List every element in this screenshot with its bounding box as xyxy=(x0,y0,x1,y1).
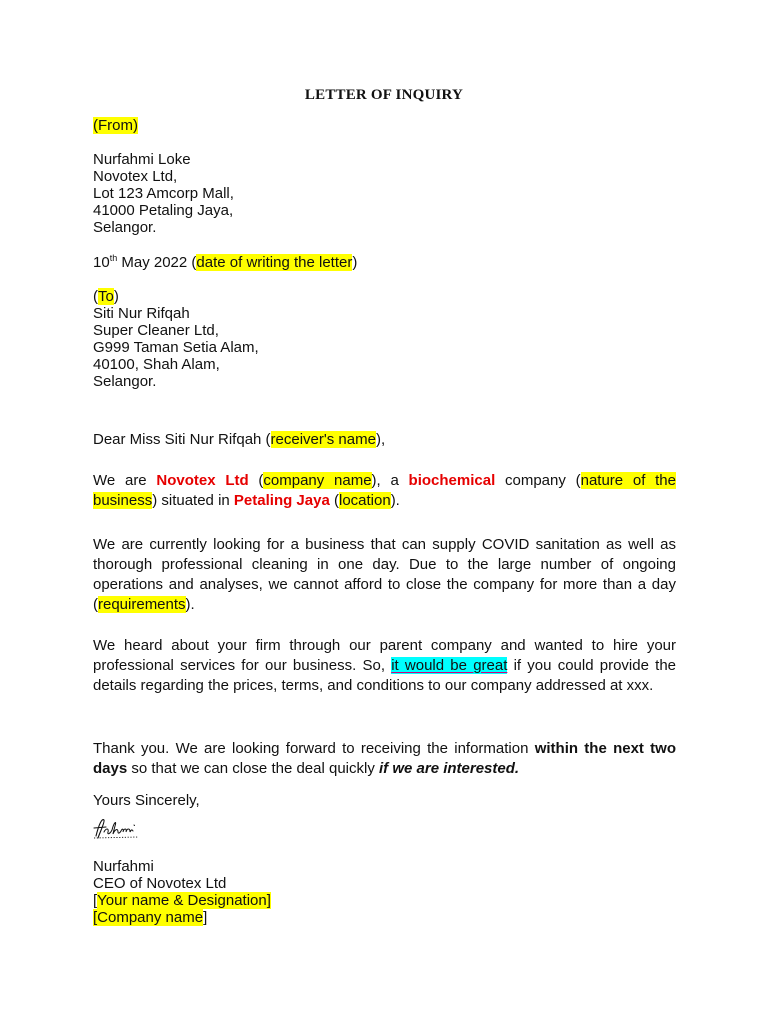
nature-label: nature of the business xyxy=(93,472,676,509)
closing-paragraph: Thank you. We are looking forward to receiving the information within the next two days so that we can close the deal quickly if we are interested. xyxy=(93,740,676,777)
recipient-line: Selangor. xyxy=(93,373,157,390)
sender-line: Novotex Ltd, xyxy=(93,168,178,185)
signature-image xyxy=(90,814,160,844)
recipient-line: Super Cleaner Ltd, xyxy=(93,322,219,339)
from-label: (From) xyxy=(93,117,138,134)
signoff: Yours Sincerely, xyxy=(93,792,200,809)
page-title: LETTER OF INQUIRY xyxy=(304,87,464,103)
sender-line: Selangor. xyxy=(93,219,157,236)
designation-label: Your name & Designation] xyxy=(97,892,271,909)
recipient-block: (To) Siti Nur Rifqah Super Cleaner Ltd, G999 Taman Setia Alam, 40100, Shah Alam, Selangor. xyxy=(93,288,676,390)
date-label: date of writing the letter xyxy=(196,254,353,271)
recipient-line: 40100, Shah Alam, xyxy=(93,356,220,373)
company-label: company name xyxy=(263,472,372,489)
signer-title: CEO of Novotex Ltd xyxy=(93,875,227,892)
sender-line: 41000 Petaling Jaya, xyxy=(93,202,234,219)
sender-line: Nurfahmi Loke xyxy=(93,151,191,168)
requirements-label: requirements xyxy=(98,596,186,613)
date-line: 10th May 2022 (date of writing the letter) xyxy=(93,253,358,271)
business-location: Petaling Jaya xyxy=(233,492,330,509)
sender-block xyxy=(93,117,676,134)
deadline-phrase: within the next two days xyxy=(93,740,676,777)
company-name-label: [Company name xyxy=(93,909,204,926)
signer-name: Nurfahmi xyxy=(93,858,154,875)
sender-line: Lot 123 Amcorp Mall, xyxy=(93,185,234,202)
business-nature: biochemical xyxy=(408,472,496,489)
signer-block: Nurfahmi CEO of Novotex Ltd [Your name & Designation] [Company name] xyxy=(93,858,676,926)
to-label: To xyxy=(98,288,114,305)
intro-paragraph: We are Novotex Ltd (company name), a biochemical company (nature of the business) situated in Petaling Jaya (location). xyxy=(93,472,676,509)
requirements-paragraph: We are currently looking for a business that can supply COVID sanitation as well as thorough professional cleaning in one day. Due to the large number of ongoing operations and analyses, we cannot afford to close the company for more than a day (requirements). xyxy=(93,536,676,613)
company-name: Novotex Ltd xyxy=(156,472,249,489)
sender-address xyxy=(93,151,676,236)
highlighted-phrase: it would be great xyxy=(391,657,508,674)
salutation: Dear Miss Siti Nur Rifqah (receiver's name), xyxy=(93,431,386,448)
condition-phrase: if we are interested. xyxy=(379,760,520,777)
recipient-line: G999 Taman Setia Alam, xyxy=(93,339,259,356)
recipient-line: Siti Nur Rifqah xyxy=(93,305,190,322)
receiver-label: receiver's name xyxy=(270,431,376,448)
location-label: location xyxy=(338,492,391,509)
request-paragraph: We heard about your firm through our parent company and wanted to hire your professional services for our business. So, it would be great if you could provide the details regarding the prices, terms, and conditions to our company addressed at xxx. xyxy=(93,637,677,694)
